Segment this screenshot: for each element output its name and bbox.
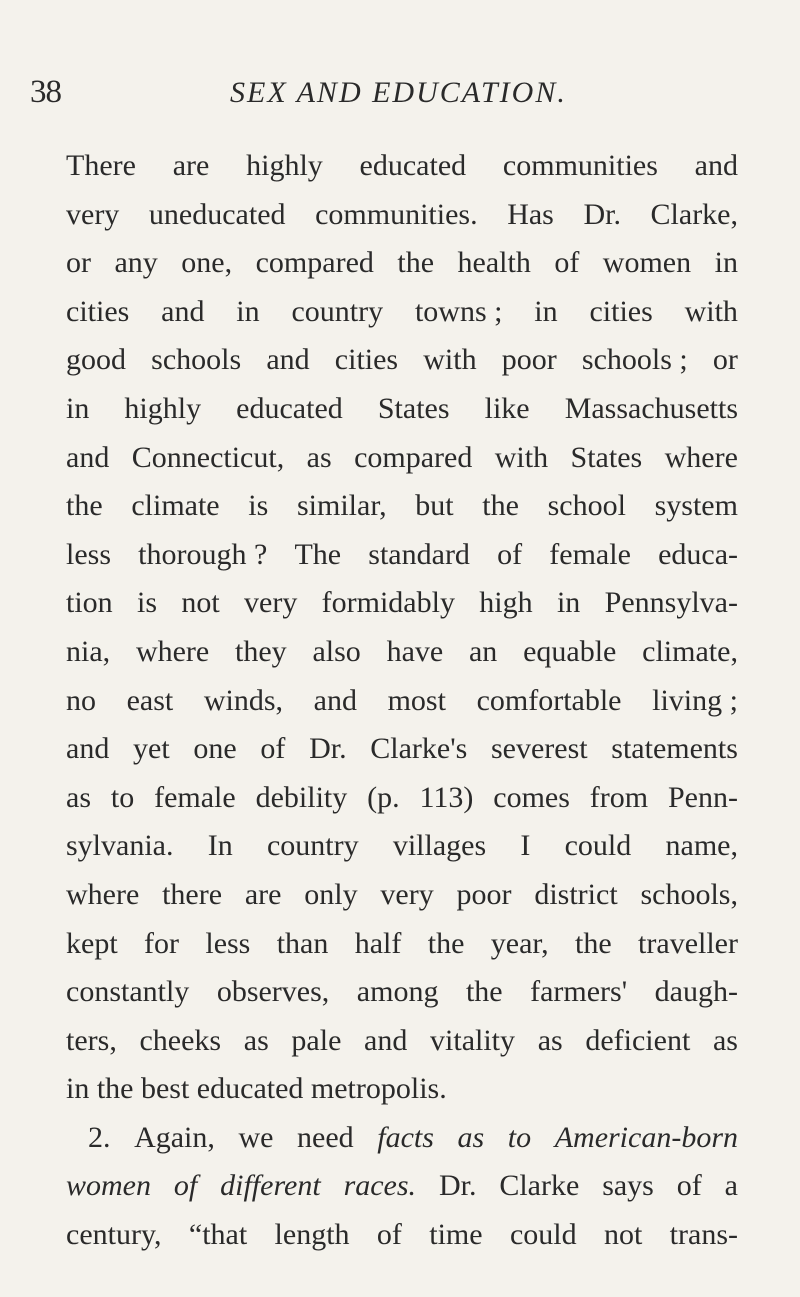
word: we: [238, 1120, 274, 1154]
word: good: [66, 343, 126, 377]
word: the: [465, 975, 503, 1009]
text-line: [66, 340, 738, 389]
word: comfortable: [476, 683, 622, 717]
text-line: [66, 1118, 738, 1167]
word: could: [509, 1218, 577, 1252]
word: they: [235, 634, 287, 668]
word: one,: [181, 246, 233, 280]
word: century,: [66, 1218, 162, 1252]
word: the: [575, 926, 612, 960]
word: (p.: [367, 780, 400, 814]
word: standard: [368, 537, 470, 571]
text-line: [66, 778, 738, 827]
text-line: [66, 1021, 738, 1070]
word: yet: [133, 732, 170, 766]
word: and: [694, 149, 738, 182]
word: women: [602, 246, 692, 280]
word: or: [66, 246, 91, 280]
word: schools,: [640, 877, 738, 911]
text-line: [66, 875, 738, 924]
word: the: [397, 246, 435, 280]
word: where: [135, 634, 210, 668]
text-line: [66, 438, 738, 487]
word: time: [429, 1218, 483, 1252]
text-line: [66, 1069, 738, 1118]
word: formidably: [321, 586, 455, 620]
text-line: [66, 243, 738, 292]
word: The: [294, 537, 342, 571]
text-line: [66, 924, 738, 973]
word: is: [248, 489, 269, 523]
word: a: [724, 1169, 738, 1203]
word: In: [207, 829, 233, 863]
word: of: [497, 537, 523, 571]
word: 113): [419, 780, 474, 814]
word: with: [423, 343, 477, 377]
word: east: [126, 683, 174, 717]
word: not: [603, 1218, 643, 1252]
word: cities: [589, 294, 653, 328]
word: facts: [377, 1120, 434, 1154]
word: ters,: [66, 1023, 117, 1057]
word: where: [664, 440, 738, 474]
word: compared: [354, 440, 473, 474]
word: women: [66, 1169, 151, 1203]
word: trans-: [669, 1218, 738, 1252]
word: and: [364, 1023, 408, 1057]
word: cheeks: [139, 1023, 222, 1057]
word: living ;: [652, 683, 738, 717]
word: compared: [255, 246, 374, 280]
word: deficient: [585, 1023, 691, 1057]
word: schools ;: [581, 343, 688, 377]
word: races.: [343, 1169, 417, 1203]
word: Connecticut,: [131, 440, 285, 474]
word: and: [313, 683, 357, 717]
word: as: [457, 1120, 485, 1154]
word: similar,: [296, 489, 387, 523]
word: highly: [246, 149, 323, 182]
word: Massachusetts: [564, 391, 738, 425]
text-line: [66, 535, 738, 584]
word: country: [291, 294, 384, 328]
text-line: [66, 972, 738, 1021]
text-line: [66, 195, 738, 244]
word: towns ;: [414, 294, 503, 328]
word: or: [712, 343, 738, 377]
word: 2.: [88, 1120, 111, 1154]
word: for: [144, 926, 179, 960]
word: the: [427, 926, 465, 960]
text-line: [66, 389, 738, 438]
word: less: [205, 926, 251, 960]
word: need: [297, 1120, 354, 1154]
word: States: [570, 440, 643, 474]
word: the: [66, 489, 103, 523]
word: Dr.: [309, 732, 347, 766]
word: villages: [392, 829, 487, 863]
text-line: [66, 729, 738, 778]
word: also: [312, 634, 361, 668]
word: Dr.: [438, 1169, 477, 1203]
word: and: [66, 732, 110, 766]
word: debility: [255, 780, 348, 814]
word: Has: [507, 197, 554, 231]
word: less: [66, 537, 111, 571]
word: nia,: [66, 634, 111, 668]
word: in: [714, 246, 738, 280]
word: are: [244, 877, 282, 911]
word: pale: [291, 1023, 342, 1057]
word: like: [484, 391, 530, 425]
word: as: [243, 1023, 269, 1057]
text-line: [66, 826, 738, 875]
word: “that: [188, 1218, 248, 1252]
word: an: [468, 634, 498, 668]
word: Again,: [134, 1120, 215, 1154]
word: of: [376, 1218, 402, 1252]
word: half: [354, 926, 402, 960]
word: kept: [66, 926, 118, 960]
word: cities: [66, 294, 130, 328]
text-line: [66, 632, 738, 681]
word: system: [654, 489, 738, 523]
word: with: [494, 440, 549, 474]
word: daugh-: [654, 975, 738, 1009]
word: different: [220, 1169, 321, 1203]
word: as: [712, 1023, 738, 1057]
word: constantly: [66, 975, 190, 1009]
word: Penn-: [667, 780, 738, 814]
word: farmers': [530, 975, 628, 1009]
word: is: [137, 586, 158, 620]
word: in the best educated metropolis.: [66, 1072, 447, 1106]
text-line: [66, 583, 738, 632]
word: in: [534, 294, 558, 328]
word: to: [507, 1120, 532, 1154]
text-line: [66, 681, 738, 730]
word: educated: [359, 149, 467, 182]
word: of: [173, 1169, 198, 1203]
word: comes: [493, 780, 570, 814]
word: among: [356, 975, 439, 1009]
word: communities: [502, 149, 658, 182]
word: poor: [456, 877, 512, 911]
word: length: [274, 1218, 350, 1252]
word: tion: [66, 586, 113, 620]
page-header: [30, 72, 770, 120]
word: are: [172, 149, 210, 182]
word: climate,: [642, 634, 738, 668]
word: in: [236, 294, 260, 328]
word: in: [66, 391, 90, 425]
word: most: [387, 683, 446, 717]
word: no: [66, 683, 96, 717]
word: high: [479, 586, 533, 620]
word: year,: [490, 926, 549, 960]
word: and: [266, 343, 310, 377]
word: as: [66, 780, 91, 814]
word: poor: [501, 343, 557, 377]
word: American-born: [554, 1120, 738, 1154]
word: to: [110, 780, 135, 814]
page-number: 38: [30, 74, 61, 110]
word: could: [564, 829, 632, 863]
word: There: [66, 149, 136, 182]
word: observes,: [216, 975, 330, 1009]
word: country: [266, 829, 359, 863]
word: than: [276, 926, 329, 960]
word: one: [193, 732, 237, 766]
word: Clarke,: [650, 197, 738, 231]
word: only: [304, 877, 358, 911]
word: Dr.: [583, 197, 621, 231]
word: of: [554, 246, 580, 280]
word: female: [549, 537, 631, 571]
word: uneducated: [148, 197, 286, 231]
word: climate: [131, 489, 220, 523]
word: equable: [523, 634, 617, 668]
text-line: [66, 1166, 738, 1215]
word: and: [161, 294, 205, 328]
running-title: SEX AND EDUCATION.: [230, 76, 567, 109]
word: cities: [334, 343, 399, 377]
word: I: [520, 829, 531, 863]
word: from: [589, 780, 649, 814]
word: of: [676, 1169, 702, 1203]
text-line: [66, 146, 738, 195]
word: not: [181, 586, 220, 620]
word: Clarke's: [370, 732, 468, 766]
text-line: [66, 1215, 738, 1264]
word: communities.: [315, 197, 478, 231]
word: name,: [665, 829, 738, 863]
word: vitality: [430, 1023, 516, 1057]
word: educated: [236, 391, 343, 425]
word: with: [684, 294, 738, 328]
word: severest: [490, 732, 588, 766]
word: statements: [611, 732, 738, 766]
word: health: [457, 246, 531, 280]
text-line: [66, 292, 738, 341]
word: in: [556, 586, 581, 620]
word: district: [534, 877, 618, 911]
word: school: [547, 489, 626, 523]
word: where: [66, 877, 140, 911]
word: any: [114, 246, 158, 280]
word: and: [66, 440, 110, 474]
word: as: [537, 1023, 563, 1057]
word: Clarke: [499, 1169, 580, 1203]
word: female: [154, 780, 236, 814]
word: sylvania.: [66, 829, 174, 863]
word: says: [602, 1169, 654, 1203]
word: educa-: [658, 537, 738, 571]
word: States: [377, 391, 450, 425]
word: Pennsylva-: [604, 586, 738, 620]
word: have: [386, 634, 444, 668]
word: winds,: [203, 683, 284, 717]
word: very: [66, 197, 120, 231]
word: but: [415, 489, 454, 523]
word: traveller: [638, 926, 738, 960]
word: schools: [151, 343, 242, 377]
word: the: [482, 489, 519, 523]
word: of: [260, 732, 286, 766]
text-line: [66, 486, 738, 535]
word: there: [162, 877, 223, 911]
word: highly: [124, 391, 202, 425]
word: thorough ?: [138, 537, 268, 571]
word: as: [306, 440, 332, 474]
body-text: [66, 146, 738, 1264]
word: very: [380, 877, 434, 911]
word: very: [244, 586, 298, 620]
